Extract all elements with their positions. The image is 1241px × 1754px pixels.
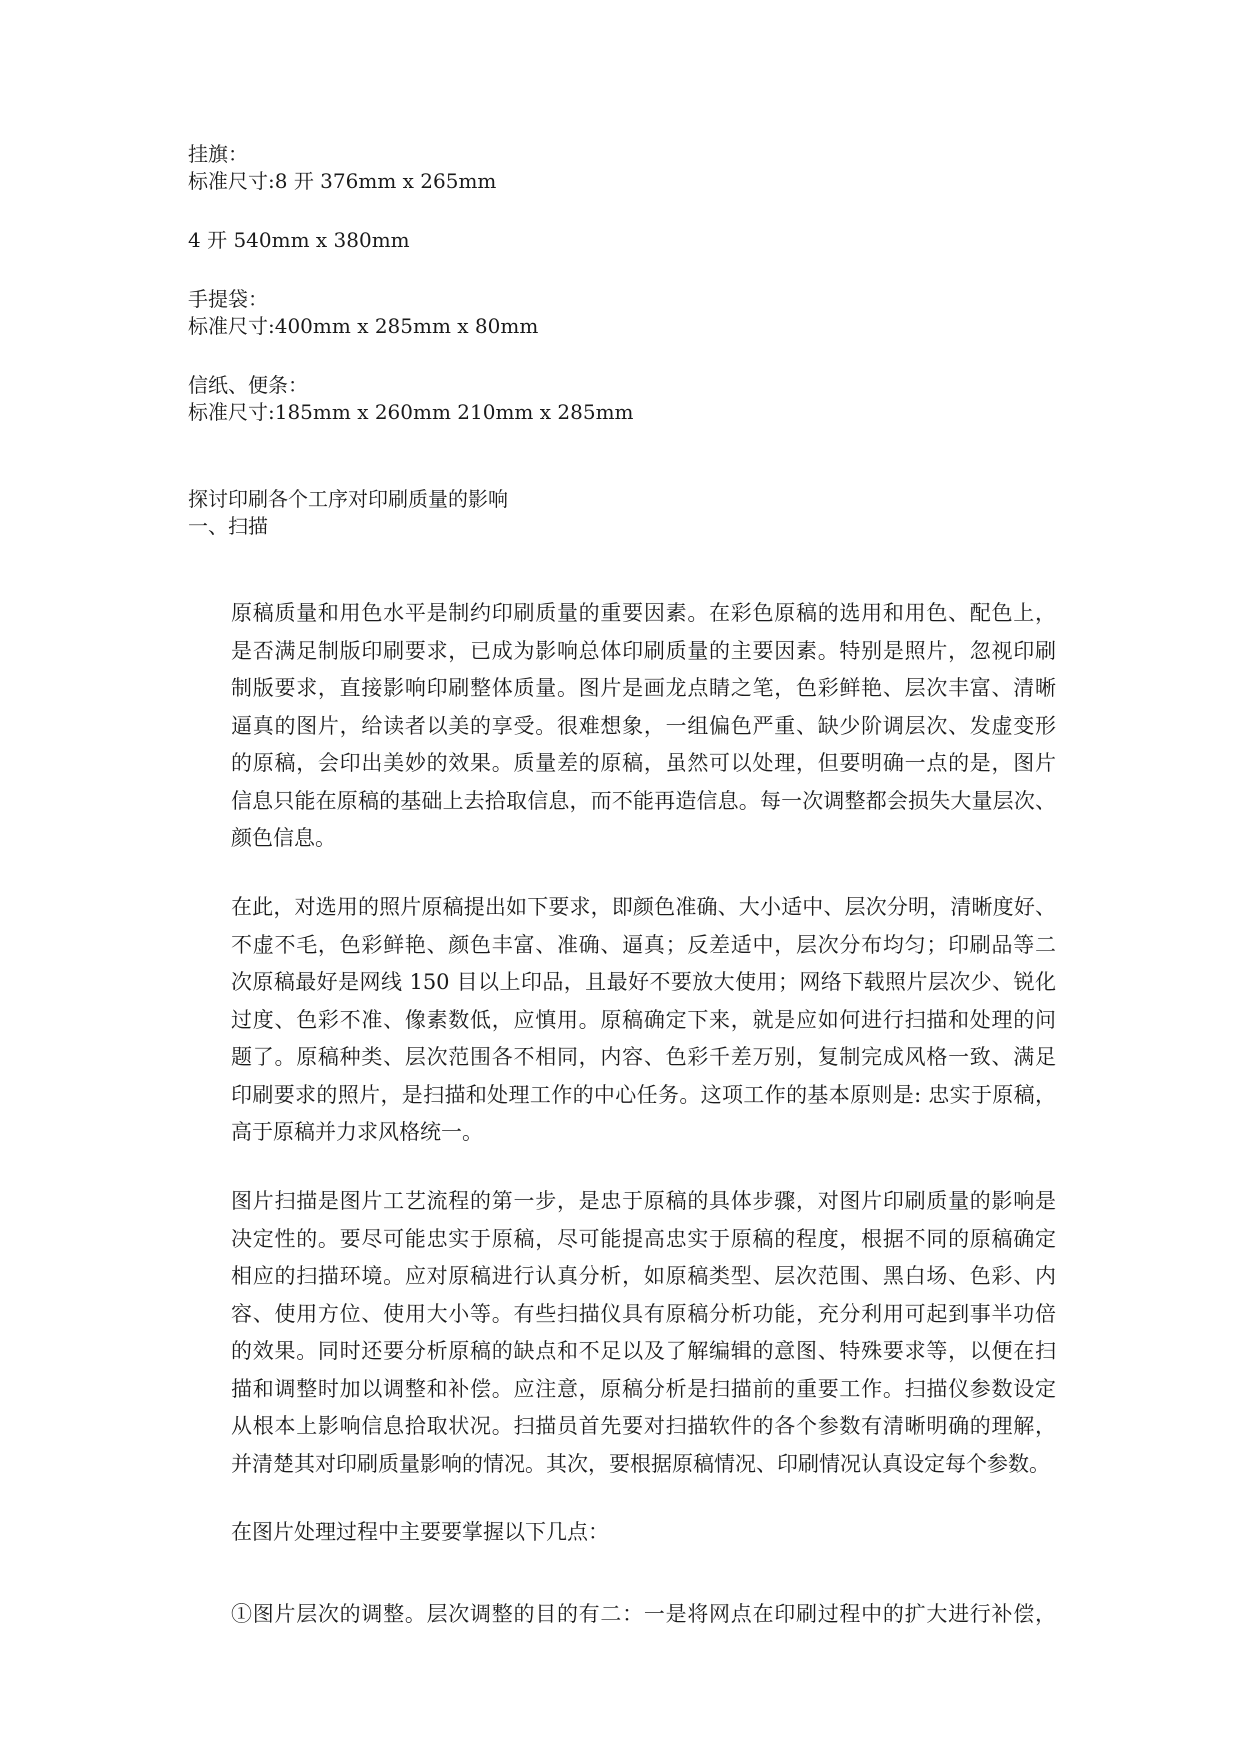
paragraph-line: 颜色信息。: [231, 826, 336, 850]
paragraph-line: 的原稿，会印出美妙的效果。质量差的原稿，虽然可以处理，但要明确一点的是，图片: [231, 751, 1056, 775]
paragraph-line: ①图片层次的调整。层次调整的目的有二：一是将网点在印刷过程中的扩大进行补偿，: [231, 1602, 1056, 1626]
paragraph-line: 制版要求，直接影响印刷整体质量。图片是画龙点睛之笔，色彩鲜艳、层次丰富、清晰: [231, 676, 1056, 700]
paragraph-line: 描和调整时加以调整和补偿。应注意，原稿分析是扫描前的重要工作。扫描仪参数设定: [231, 1376, 1056, 1401]
paragraph-line: 过度、色彩不准、像素数低，应慎用。原稿确定下来，就是应如何进行扫描和处理的问: [231, 1007, 1056, 1032]
paragraph-line: 原稿质量和用色水平是制约印刷质量的重要因素。在彩色原稿的选用和用色、配色上，: [231, 601, 1056, 625]
paragraph-line: 图片扫描是图片工艺流程的第一步，是忠于原稿的具体步骤，对图片印刷质量的影响是: [231, 1189, 1056, 1213]
paragraph-line: 容、使用方位、使用大小等。有些扫描仪具有原稿分析功能，充分利用可起到事半功倍: [231, 1301, 1056, 1326]
paragraph-line: 信息只能在原稿的基础上去拾取信息，而不能再造信息。每一次调整都会损失大量层次、: [231, 788, 1056, 813]
flag-title: 挂旗：: [188, 142, 248, 166]
bag-spec: 标准尺寸:400mm x 285mm x 80mm: [188, 314, 539, 338]
paragraph-line: 不虚不毛，色彩鲜艳、颜色丰富、准确、逼真；反差适中，层次分布均匀；印刷品等二: [231, 932, 1056, 957]
paragraph-line: 次原稿最好是网线 150 目以上印品，且最好不要放大使用；网络下载照片层次少、锐化: [231, 970, 1056, 994]
paragraph-line: 从根本上影响信息拾取状况。扫描员首先要对扫描软件的各个参数有清晰明确的理解，: [231, 1414, 1056, 1438]
paragraph-5: [231, 1596, 1056, 1634]
bag-title: 手提袋：: [188, 287, 268, 311]
paragraph-line: 决定性的。要尽可能忠实于原稿，尽可能提高忠实于原稿的程度，根据不同的原稿确定: [231, 1226, 1056, 1251]
flag-spec-4k: 4 开 540mm x 380mm: [188, 228, 410, 252]
letter-spec: 标准尺寸:185mm x 260mm 210mm x 285mm: [188, 400, 634, 424]
section-heading: 一、扫描: [188, 514, 268, 538]
paragraph-line: 并清楚其对印刷质量影响的情况。其次，要根据原稿情况、印刷情况认真设定每个参数。: [231, 1451, 1050, 1476]
paragraph-line: 相应的扫描环境。应对原稿进行认真分析，如原稿类型、层次范围、黑白场、色彩、内: [231, 1264, 1056, 1288]
paragraph-3: [231, 1183, 1056, 1483]
paragraph-line: 高于原稿并力求风格统一。: [231, 1120, 483, 1144]
paragraph-line: 在图片处理过程中主要要掌握以下几点：: [231, 1520, 609, 1544]
paragraph-2: [231, 889, 1056, 1152]
paragraph-line: 的效果。同时还要分析原稿的缺点和不足以及了解编辑的意图、特殊要求等，以便在扫: [231, 1339, 1056, 1363]
paragraph-line: 逼真的图片，给读者以美的享受。很难想象，一组偏色严重、缺少阶调层次、发虚变形: [231, 713, 1056, 738]
flag-spec-8k: 标准尺寸:8 开 376mm x 265mm: [188, 169, 497, 193]
paragraph-1: [231, 595, 1056, 858]
paragraph-line: 印刷要求的照片，是扫描和处理工作的中心任务。这项工作的基本原则是: 忠实于原稿，: [231, 1082, 1056, 1107]
article-title: 探讨印刷各个工序对印刷质量的影响: [188, 487, 508, 511]
paragraph-line: 题了。原稿种类、层次范围各不相同，内容、色彩千差万别，复制完成风格一致、满足: [231, 1045, 1056, 1069]
letter-title: 信纸、便条：: [188, 373, 308, 397]
paragraph-4: [231, 1514, 1056, 1552]
paragraph-line: 在此，对选用的照片原稿提出如下要求，即颜色准确、大小适中、层次分明，清晰度好、: [231, 895, 1056, 919]
paragraph-line: 是否满足制版印刷要求，已成为影响总体印刷质量的主要因素。特别是照片，忽视印刷: [231, 638, 1056, 663]
